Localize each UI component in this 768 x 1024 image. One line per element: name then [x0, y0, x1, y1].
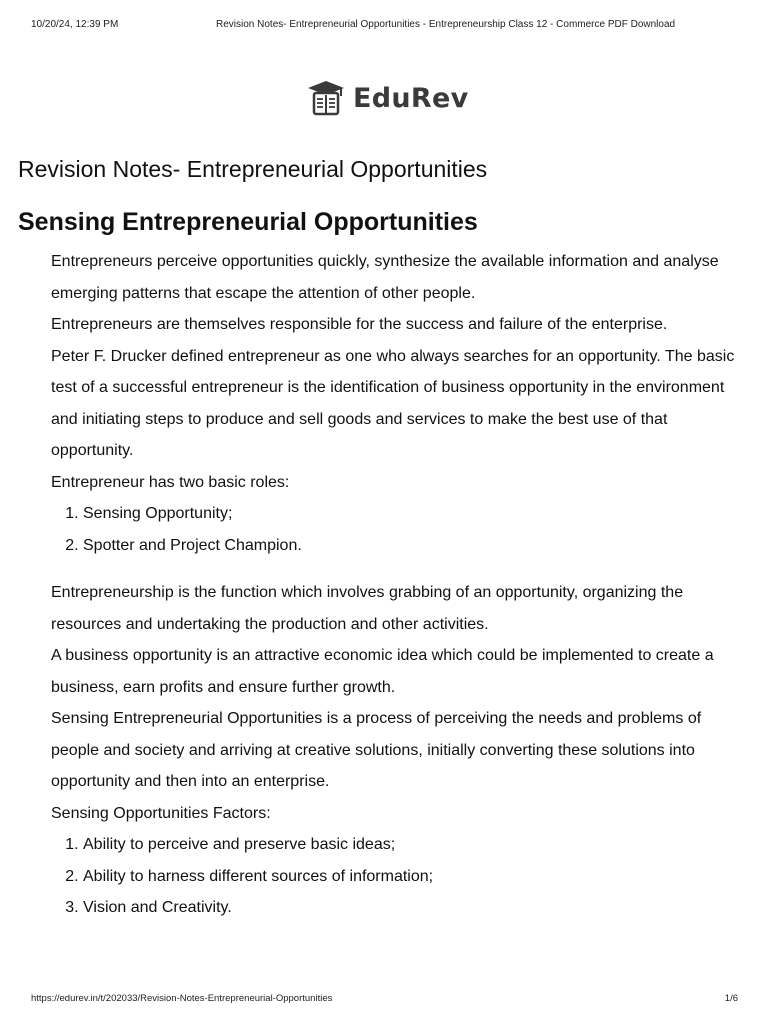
print-datetime: 10/20/24, 12:39 PM	[31, 19, 119, 30]
roles-list	[51, 498, 751, 561]
paragraph: Entrepreneurs are themselves responsible for the success and failure of the enterprise.	[51, 316, 668, 333]
logo-text: EduRev	[353, 82, 469, 114]
paragraph: Peter F. Drucker defined entrepreneur as one who always searches for an opportunity. The basic test of a successful entrepreneur is the identification of business opportunity in the environment and initiating steps to produce and sell goods and services to make the best use of that opportunity.	[51, 347, 735, 459]
page-number: 1/6	[724, 993, 738, 1004]
paragraph: A business opportunity is an attractive economic idea which could be implemented to create a business, earn profits and ensure further growth.	[51, 647, 714, 696]
spacer	[51, 561, 751, 577]
document-title: Revision Notes- Entrepreneurial Opportunities	[18, 156, 488, 182]
paragraph: Entrepreneur has two basic roles:	[51, 473, 290, 491]
print-footer	[0, 993, 768, 1007]
print-page-title: Revision Notes- Entrepreneurial Opportunities - Entrepreneurship Class 12 - Commerce PDF Download	[216, 19, 676, 30]
paragraph: Entrepreneurship is the function which involves grabbing of an opportunity, organizing the resources and undertaking the production and other activities.	[51, 584, 684, 633]
print-url: https://edurev.in/t/202033/Revision-Notes-Entrepreneurial-Opportunities	[31, 993, 333, 1004]
paragraph: Entrepreneurs perceive opportunities quickly, synthesize the available information and analyse emerging patterns that escape the attention of other people.	[51, 253, 719, 302]
list-item: 3. Vision and Creativity.	[83, 892, 751, 924]
list-item: 1. Ability to perceive and preserve basic ideas;	[83, 829, 751, 861]
paragraph: Sensing Entrepreneurial Opportunities is a process of perceiving the needs and problems of people and society and arriving at creative solutions, initially converting these solutions into opportunity and then into an enterprise.	[51, 710, 702, 790]
list-item: 1. Sensing Opportunity;	[83, 498, 751, 530]
list-item: 2. Ability to harness different sources of information;	[83, 861, 751, 893]
section-heading: Sensing Entrepreneurial Opportunities	[18, 208, 478, 236]
section-content	[51, 246, 751, 924]
edurev-logo[interactable]	[307, 78, 469, 118]
paragraph: Sensing Opportunities Factors:	[51, 804, 271, 822]
graduation-cap-book-icon	[307, 80, 345, 116]
factors-list	[51, 829, 751, 924]
print-header	[0, 19, 768, 33]
list-item: 2. Spotter and Project Champion.	[83, 530, 751, 562]
